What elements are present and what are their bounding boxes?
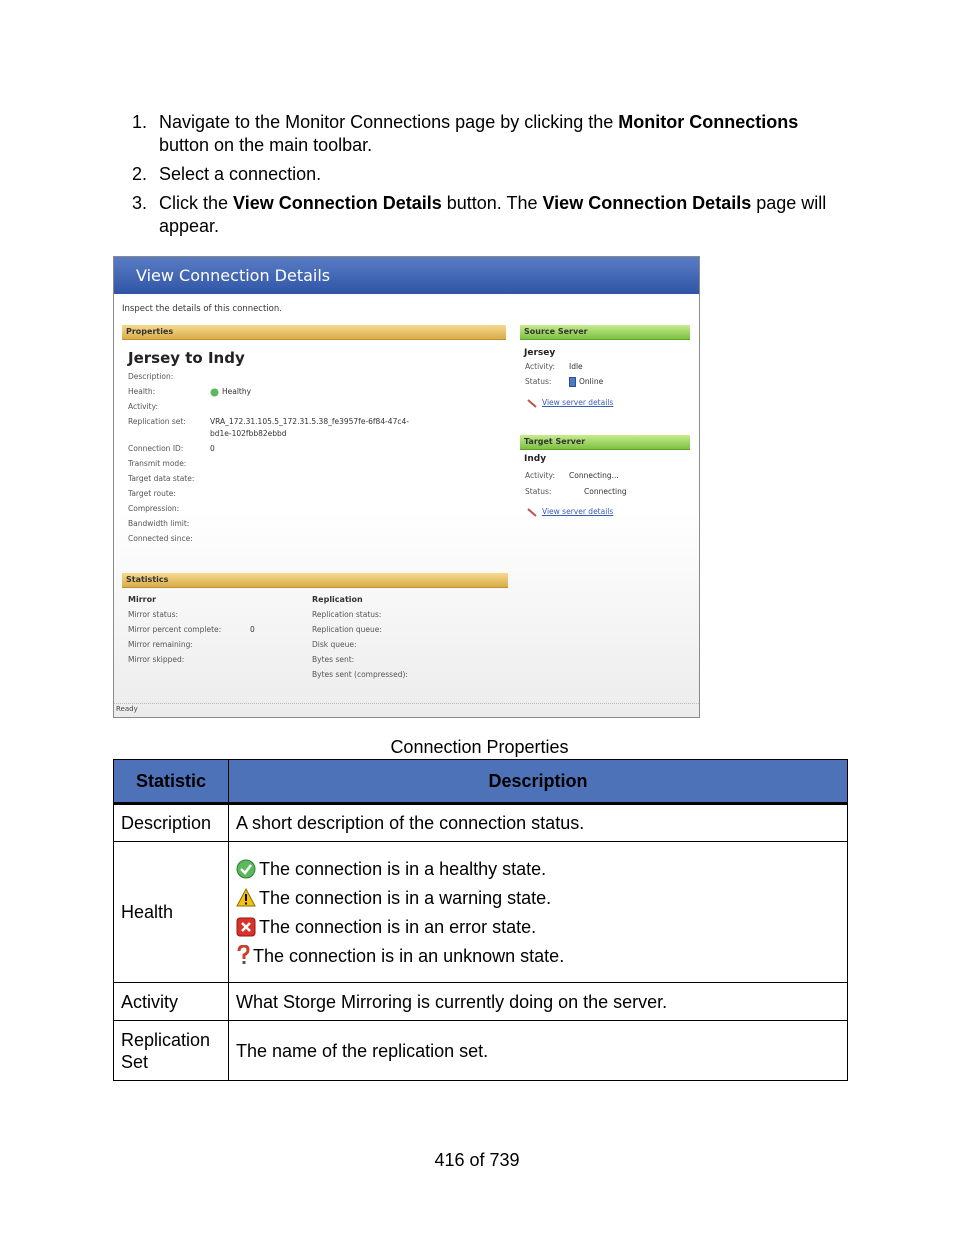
step-number: 2. bbox=[132, 164, 148, 184]
statistic-cell: Description bbox=[114, 804, 229, 842]
statistic-cell: Replication Set bbox=[114, 1021, 229, 1081]
mirror-status-label: Mirror status: bbox=[128, 610, 179, 619]
description-cell: A short description of the connection status. bbox=[229, 804, 848, 842]
table-row bbox=[114, 1021, 848, 1081]
statistic-cell: Activity bbox=[114, 983, 229, 1021]
table-header-row bbox=[114, 760, 848, 804]
source-server-header: Source Server bbox=[520, 325, 690, 340]
connection-properties-table bbox=[113, 759, 848, 1081]
properties-header: Properties bbox=[122, 325, 506, 340]
target-server-name: Indy bbox=[524, 454, 547, 464]
description-cell bbox=[229, 842, 848, 983]
healthy-icon bbox=[210, 388, 219, 397]
instruction-steps bbox=[132, 111, 832, 244]
health-label: Health: bbox=[128, 387, 156, 396]
description-cell: What Storge Mirroring is currently doing on the server. bbox=[229, 983, 848, 1021]
source-status-label: Status: bbox=[525, 377, 552, 386]
step-text: Select a connection. bbox=[159, 164, 322, 184]
status-bar-divider bbox=[114, 703, 699, 704]
health-error-line: The connection is in an error state. bbox=[236, 916, 840, 938]
connection-id-label: Connection ID: bbox=[128, 444, 184, 453]
page-subtitle: Inspect the details of this connection. bbox=[122, 304, 282, 314]
health-unknown-line: The connection is in an unknown state. bbox=[236, 945, 840, 967]
step-number: 3. bbox=[132, 193, 148, 213]
health-warning-line: The connection is in a warning state. bbox=[236, 887, 840, 909]
target-activity-value: Connecting... bbox=[569, 471, 619, 480]
window-title: View Connection Details bbox=[114, 257, 699, 294]
target-server-header: Target Server bbox=[520, 435, 690, 450]
source-activity-value: Idle bbox=[569, 362, 583, 371]
wrench-icon bbox=[527, 399, 539, 408]
bandwidth-limit-label: Bandwidth limit: bbox=[128, 519, 190, 528]
replication-set-value-1: VRA_172.31.105.5_172.31.5.38_fe3957fe-6f84-47c4- bbox=[210, 417, 409, 426]
mirror-skipped-label: Mirror skipped: bbox=[128, 655, 185, 664]
target-activity-label: Activity: bbox=[525, 471, 556, 480]
target-data-state-label: Target data state: bbox=[128, 474, 195, 483]
compression-label: Compression: bbox=[128, 504, 180, 513]
step-2 bbox=[132, 163, 832, 186]
table-row bbox=[114, 804, 848, 842]
header-description: Description bbox=[229, 760, 848, 804]
activity-label: Activity: bbox=[128, 402, 159, 411]
description-cell: The name of the replication set. bbox=[229, 1021, 848, 1081]
source-server-name: Jersey bbox=[524, 348, 556, 358]
healthy-check-icon bbox=[236, 859, 256, 879]
step-1 bbox=[132, 111, 832, 157]
replication-set-label: Replication set: bbox=[128, 417, 186, 426]
mirror-percent-value: 0 bbox=[250, 625, 255, 634]
step-text: Click the View Connection Details button. The View Connection Details page will appear. bbox=[159, 193, 827, 236]
server-icon bbox=[569, 377, 576, 387]
mirror-remaining-label: Mirror remaining: bbox=[128, 640, 193, 649]
statistics-header: Statistics bbox=[122, 573, 508, 588]
source-status-value: Online bbox=[569, 377, 603, 387]
bytes-sent-compressed-label: Bytes sent (compressed): bbox=[312, 670, 408, 679]
statistic-cell: Health bbox=[114, 842, 229, 983]
table-row bbox=[114, 842, 848, 983]
disk-queue-label: Disk queue: bbox=[312, 640, 357, 649]
source-view-server-details-link[interactable]: View server details bbox=[527, 398, 613, 408]
step-text: Navigate to the Monitor Connections page by clicking the Monitor Connections button on the main toolbar. bbox=[159, 112, 799, 155]
mirror-heading: Mirror bbox=[128, 595, 157, 604]
transmit-mode-label: Transmit mode: bbox=[128, 459, 187, 468]
header-statistic: Statistic bbox=[114, 760, 229, 804]
health-healthy-line: The connection is in a healthy state. bbox=[236, 858, 840, 880]
error-icon bbox=[236, 917, 256, 937]
replication-status-label: Replication status: bbox=[312, 610, 382, 619]
table-row bbox=[114, 983, 848, 1021]
warning-icon bbox=[236, 888, 256, 908]
unknown-question-icon bbox=[236, 945, 250, 967]
bytes-sent-label: Bytes sent: bbox=[312, 655, 355, 664]
target-view-server-details-link[interactable]: View server details bbox=[527, 507, 613, 517]
connected-since-label: Connected since: bbox=[128, 534, 193, 543]
target-status-label: Status: bbox=[525, 487, 552, 496]
replication-heading: Replication bbox=[312, 595, 363, 604]
table-caption: Connection Properties bbox=[390, 737, 569, 757]
replication-set-value-2: bd1e-102fbb82ebbd bbox=[210, 429, 287, 438]
step-number: 1. bbox=[132, 112, 148, 132]
view-connection-details-screenshot bbox=[113, 256, 700, 718]
wrench-icon bbox=[527, 508, 539, 517]
step-3 bbox=[132, 192, 832, 238]
replication-queue-label: Replication queue: bbox=[312, 625, 382, 634]
connection-name: Jersey to Indy bbox=[128, 349, 245, 367]
mirror-percent-label: Mirror percent complete: bbox=[128, 625, 222, 634]
source-activity-label: Activity: bbox=[525, 362, 556, 371]
connection-id-value: 0 bbox=[210, 444, 215, 453]
description-label: Description: bbox=[128, 372, 174, 381]
target-status-value: Connecting bbox=[584, 487, 627, 496]
health-value: Healthy bbox=[210, 387, 251, 397]
status-bar-text: Ready bbox=[116, 705, 138, 713]
page-number: 416 of 739 bbox=[434, 1150, 520, 1170]
target-route-label: Target route: bbox=[128, 489, 176, 498]
